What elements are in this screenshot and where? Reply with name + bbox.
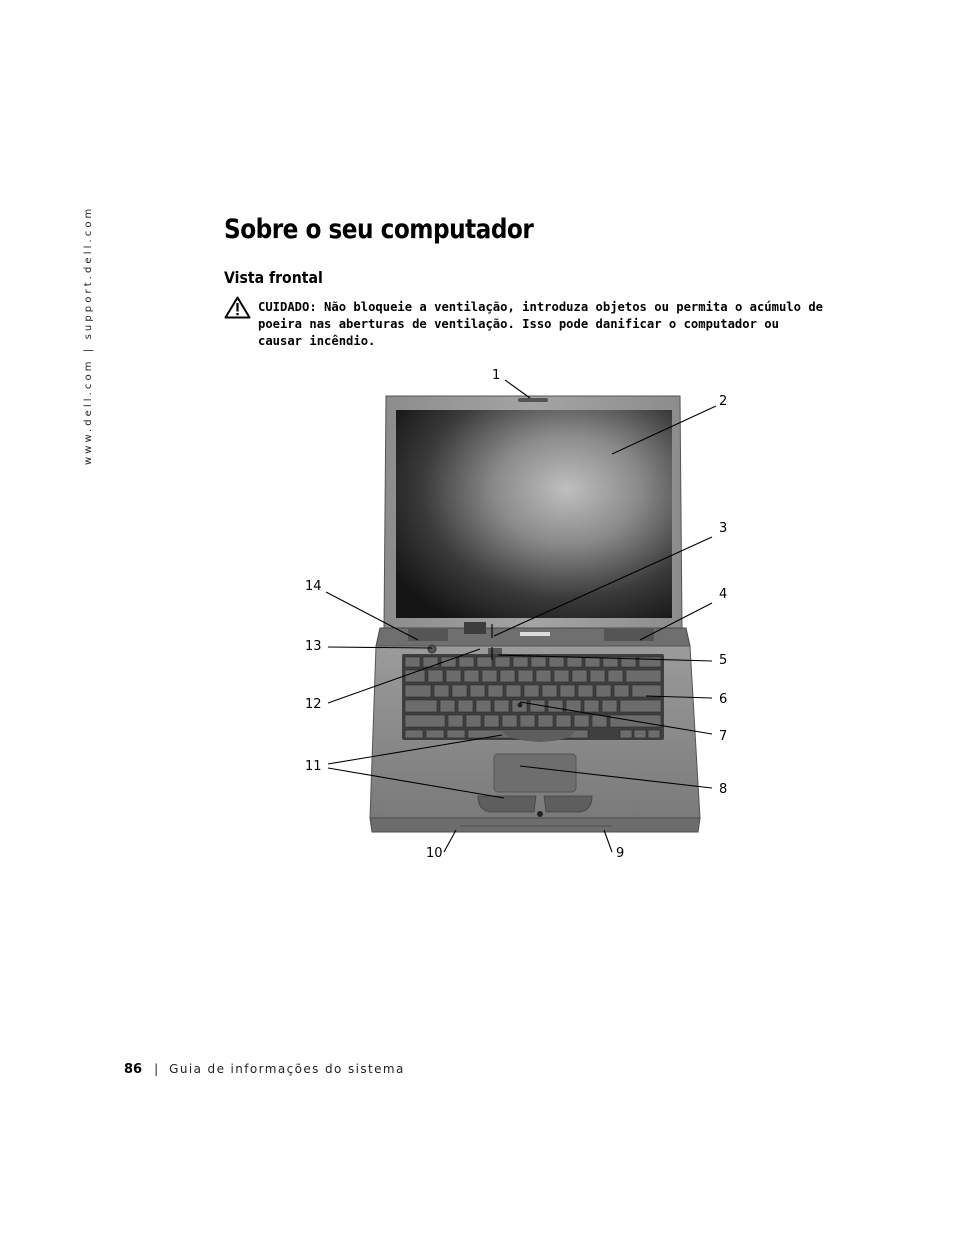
power-button — [428, 645, 436, 653]
callout-12: 12 — [305, 697, 322, 712]
callout-13: 13 — [305, 639, 322, 654]
track-stick — [518, 703, 523, 708]
section-title: Vista frontal — [224, 268, 323, 287]
touch-pad-left-button — [478, 796, 536, 812]
page-title: Sobre o seu computador — [224, 214, 534, 245]
callout-2: 2 — [719, 394, 728, 409]
sidebar-url: www.dell.com | support.dell.com — [83, 205, 94, 465]
footer-separator: | — [154, 1062, 159, 1076]
callout-9: 9 — [616, 846, 625, 861]
callout-10: 10 — [426, 846, 443, 861]
display-lid — [384, 396, 682, 628]
callout-11: 11 — [305, 759, 322, 774]
touch-pad-right-button — [544, 796, 592, 812]
callout-5: 5 — [719, 653, 728, 668]
callout-8: 8 — [719, 782, 728, 797]
callout-4: 4 — [719, 587, 728, 602]
callout-3: 3 — [719, 521, 728, 536]
footer-doc-title: Guia de informações do sistema — [169, 1062, 405, 1076]
page-number: 86 — [124, 1062, 143, 1077]
keyboard — [402, 654, 664, 740]
touch-pad — [494, 754, 576, 792]
display-latch-button — [537, 811, 543, 817]
callout-1: 1 — [492, 368, 501, 383]
caution-text: Não bloqueie a ventilação, introduza objetos ou permita o acúmulo de poeira nas aberturas de ventilação. Isso pode danificar o computador ou causar incêndio. — [258, 300, 823, 348]
caution-label: CUIDADO: — [258, 300, 317, 314]
page-footer — [124, 1062, 405, 1077]
display-latch — [518, 398, 548, 402]
status-lights — [488, 648, 502, 654]
callout-14: 14 — [305, 579, 322, 594]
callout-7: 7 — [719, 729, 728, 744]
display-screen — [396, 410, 672, 618]
callout-6: 6 — [719, 692, 728, 707]
